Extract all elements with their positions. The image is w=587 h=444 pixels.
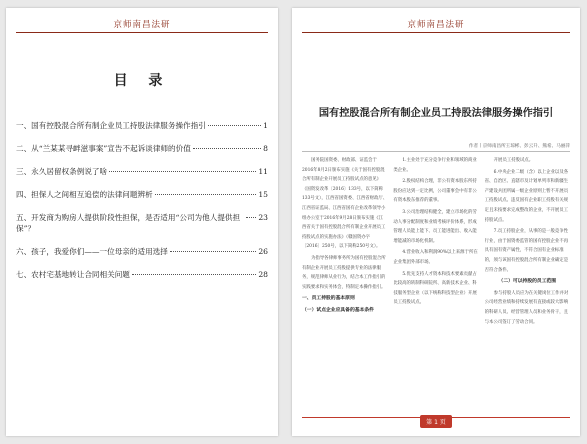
- paragraph: 7.员工持股企业，从事的是一般竞争性行业，由于国资委监管的国有控股企业不再具有国有资产属性，不符合国有企业标准的，须与该国有控股混合所有制企业确定是否符合条件。: [484, 229, 569, 273]
- running-head: 京师南昌法研: [113, 20, 171, 30]
- right-page: [292, 8, 580, 436]
- header-rule: [16, 32, 268, 33]
- paragraph: 1.主业处于充分竞争行业和领域的商业类企业。: [393, 158, 477, 173]
- toc-title: 目 录: [113, 73, 171, 89]
- header-rule: [302, 32, 570, 33]
- leader-dots: [208, 125, 261, 126]
- toc-item-page: 26: [258, 247, 268, 256]
- toc-item[interactable]: [16, 212, 268, 234]
- section-heading: （一）试点企业应具备的基本条件: [302, 306, 374, 313]
- leader-dots: [193, 148, 261, 149]
- toc-item-page: 28: [258, 270, 268, 279]
- toc-item-page: 1: [263, 121, 268, 130]
- toc-item[interactable]: [16, 246, 268, 257]
- paragraph: 4.营业收入和利润90%以上来源于所在企业集团外部市场。: [393, 250, 478, 265]
- paragraph: 5.优先支持人才资本和技术要素贡献占比较高的转制科研院所、高新技术企业、科技服务型企业（以下统称科技型企业）开展员工持股试点。: [393, 271, 477, 306]
- toc-item-label: 四、担保人之间相互追偿的法律问题辨析: [16, 190, 153, 199]
- paragraph: 3.公司治理结构健全，建立市场化的劳动人事分配制度和业绩考核评价体系，形成管理人员能上能下、员工能进能出、收入能增能减的市场化机制。: [393, 209, 477, 244]
- leader-dots: [132, 274, 256, 275]
- paragraph: 为指导各律师事务所为国有控股混合所有制企业开展员工持股提供专业的法律服务，规范律师从业行为，结合本工作指引的实践要求和实务体会，特制定本操作指引。: [302, 255, 386, 290]
- paragraph: 开展员工持股试点。: [493, 158, 534, 163]
- toc-item-page: 11: [258, 167, 268, 176]
- toc-item-page: 15: [258, 190, 268, 199]
- leader-dots: [155, 194, 257, 195]
- toc-item-label: 六、孩子，我爱你们——一位母亲的适用选择: [16, 247, 168, 256]
- toc-item-page: 8: [263, 144, 268, 153]
- paragraph: 国务院国资委、财政部、证监会于2016年8月2日颁布实施《关于国有控股混合所有制企业开展员工持股试点的意见》（国资发改革〔2016〕133号，以下简称133号文），江西省国资委、江西省财政厅、江西省证监局、江西省国有企业改革领导小组办公室于2016年9月28日颁布实施《江西省关于国有控股混合所有制企业开展员工持股试点的实施办法》（赣国资办字〔2016〕250号，以下简称250号文）。: [302, 158, 388, 250]
- leader-dots: [170, 251, 256, 252]
- text-column: [485, 156, 570, 418]
- leader-dots: [246, 217, 256, 218]
- toc-item-label: 五、开发商为购房人提供阶段性担保，是否适用“公司为他人提供担保”？: [16, 213, 241, 233]
- page-number: [292, 409, 580, 428]
- toc-item[interactable]: [16, 143, 268, 154]
- table-of-contents: [16, 120, 268, 292]
- toc-item[interactable]: [16, 120, 268, 131]
- paragraph: 6.中央企业二级（含）以上企业以及各省、自治区、直辖市及计划单列市和新疆生产建设兵团所属一级企业原则上暂不开展员工持股试点。违反国有企业职工持股有关规定且未按要求完成整改的企业，不开展员工持股试点。: [484, 169, 569, 223]
- left-page: [6, 8, 278, 436]
- toc-item-label: 二、从“兰某某寻衅滋事案”宣告不起诉谈律师的价值: [16, 144, 191, 153]
- toc-item-label: 一、国有控股混合所有制企业员工持股法律服务操作指引: [16, 121, 206, 130]
- toc-item[interactable]: [16, 269, 268, 280]
- toc-item[interactable]: [16, 189, 268, 200]
- text-column: [302, 156, 387, 418]
- paragraph: 参与持股人员应为在关键岗位工作并对公司经营业绩和持续发展有直接或较大影响的科研人员、经营管理人员和业务骨干，且与本公司签订了劳动合同。: [484, 290, 569, 325]
- text-column: [393, 156, 478, 418]
- section-heading: 一、员工持股的基本原则: [302, 295, 355, 302]
- toc-item[interactable]: [16, 166, 268, 177]
- author-line: 作者丨京师南昌所王琼彬、彭云升、熊希、马丽萍: [302, 143, 570, 152]
- running-head: 京师南昌法研: [407, 20, 465, 30]
- paragraph: 2.股权结构合理，非公有资本股东所持股份应达到一定比例，公司董事会中有非公有资本股东推荐的董事。: [393, 179, 477, 204]
- article-title: 国有控股混合所有制企业员工持股法律服务操作指引: [318, 107, 554, 119]
- section-heading: （二）可以持股的员工范围: [498, 278, 557, 285]
- toc-item-label: 七、农村宅基地转让合同相关问题: [16, 270, 130, 279]
- page-badge: 第 1 页: [420, 415, 452, 428]
- article-body: [302, 156, 570, 418]
- leader-dots: [109, 171, 256, 172]
- toc-item-label: 三、永久居留权条例说了啥: [16, 167, 108, 176]
- toc-item-page: 23: [258, 213, 268, 222]
